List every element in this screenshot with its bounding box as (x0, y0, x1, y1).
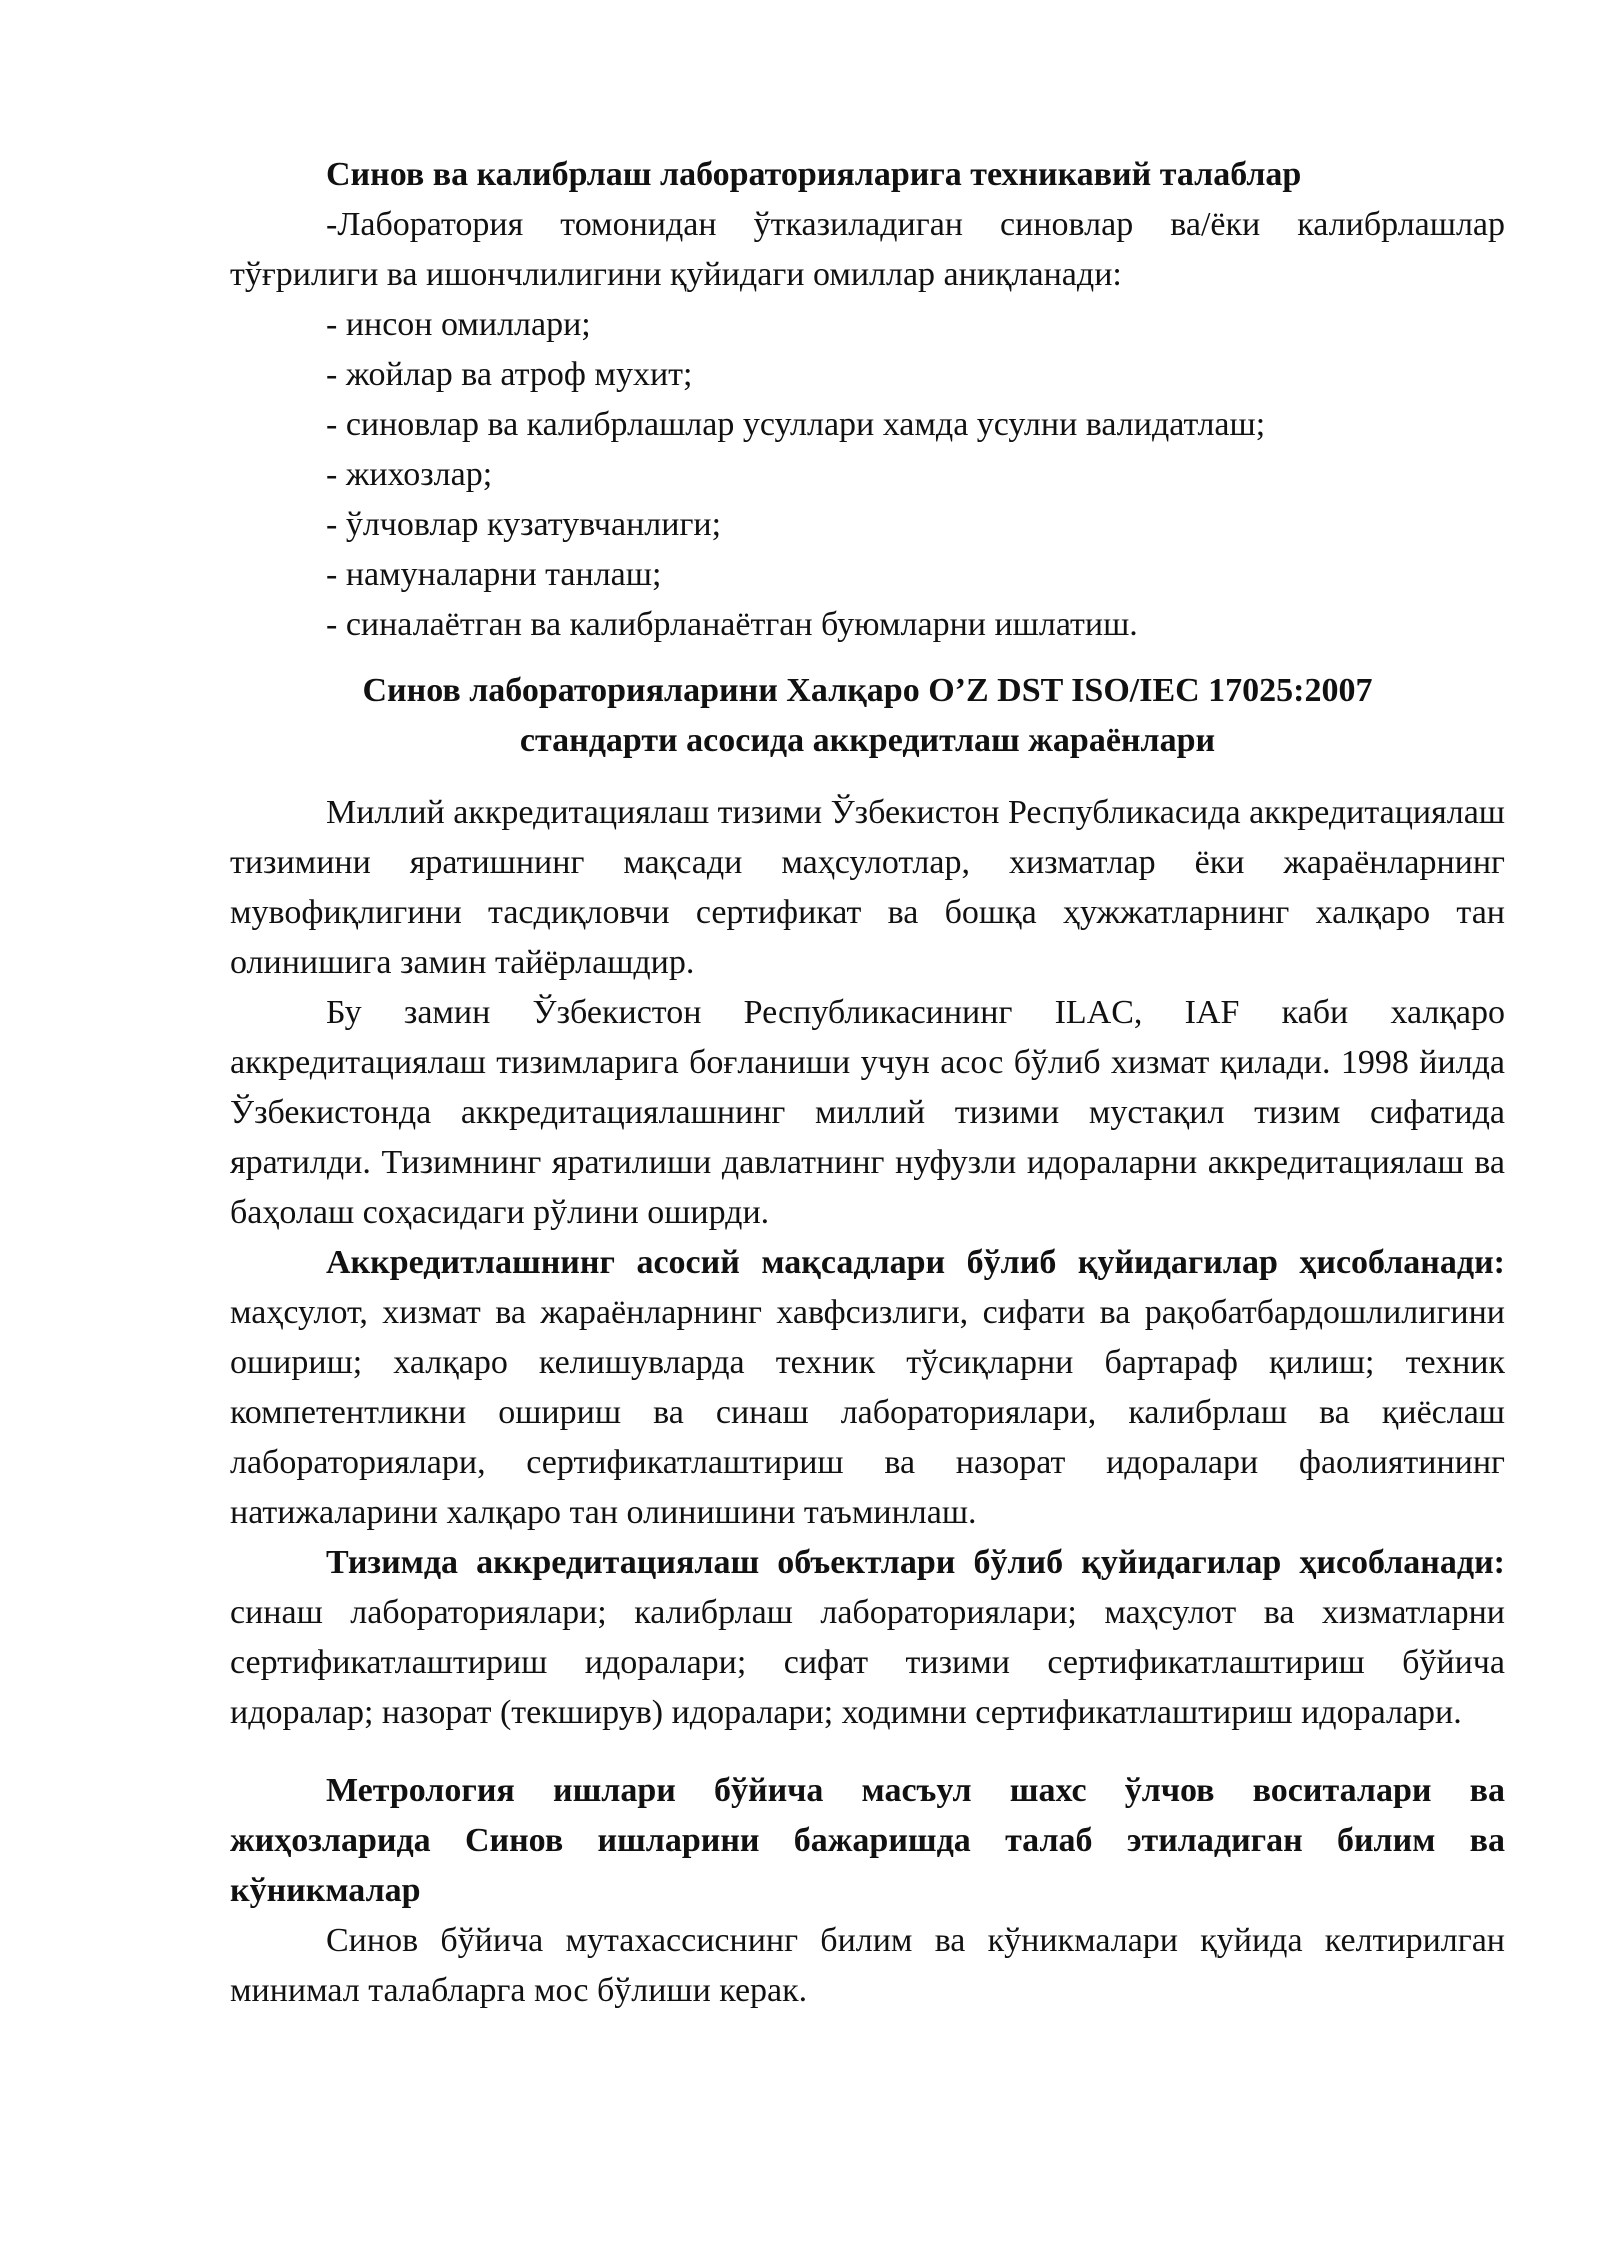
list-item: - синалаётган ва калибрланаётган буюмларни ишлатиш. (326, 606, 1138, 643)
section2-paragraph-2: Бу замин Ўзбекистон Республикасининг ILAC, IAF каби халқаро аккредитациялаш тизимларига боғланиши учун асос бўлиб хизмат қилади. 1998 йилда Ўзбекистонда аккредитациялашнинг миллий тизими мустақил тизим сифатида яратилди. Тизимнинг яратилиши давлатнинг нуфузли идораларни аккредитациялаш ва баҳолаш соҳасидаги рўлини оширди. (230, 994, 1505, 1231)
goals-lead: Аккредитлашнинг асосий мақсадлари бўлиб қуйидагилар ҳисобланади: (326, 1244, 1505, 1281)
section1-heading: Синов ва калибрлаш лабораторияларига техникавий талаблар (326, 156, 1302, 193)
section3-paragraph-1: Синов бўйича мутахассиснинг билим ва кўникмалари қуйида келтирилган минимал талабларга мос бўлиши керак. (230, 1922, 1505, 2009)
objects-text: синаш лабораториялари; калибрлаш лабораториялари; маҳсулот ва хизматларни сертификатлаштириш идоралари; сифат тизими сертификатлаштириш бўйича идоралар; назорат (текширув) идоралари; ходимни сертификатлаштириш идоралари. (230, 1594, 1505, 1731)
goals-text: маҳсулот, хизмат ва жараёнларнинг хавфсизлиги, сифати ва рақобатбардошлилигини ошириш; халқаро келишувларда техник тўсиқларни бартараф қилиш; техник компетентликни ошириш ва синаш лабораториялари, калибрлаш ва қиёслаш лабораториялари, сертификатлаштириш ва назорат идоралари фаолиятининг натижаларини халқаро тан олинишини таъминлаш. (230, 1294, 1505, 1531)
section2-paragraph-3 (230, 1238, 1505, 1538)
section2-paragraph-4 (230, 1538, 1505, 1738)
objects-lead: Тизимда аккредитациялаш объектлари бўлиб қуйидагилар ҳисобланади: (326, 1544, 1505, 1581)
document-page (230, 150, 1505, 2016)
list-item: - намуналарни танлаш; (326, 556, 662, 593)
section2-heading (230, 666, 1505, 766)
section2-heading-line1: Синов лабораторияларини Халқаро O’Z DST ISO/IEC 17025:2007 (362, 672, 1373, 709)
section2-heading-line2: стандарти асосида аккредитлаш жараёнлари (519, 722, 1216, 759)
section1-intro: -Лаборатория томонидан ўтказиладиган синовлар ва/ёки калибрлашлар тўғрилиги ва ишончлилигини қуйидаги омиллар аниқланади: (230, 206, 1505, 293)
list-item: - жихозлар; (326, 456, 493, 493)
list-item: - ўлчовлар кузатувчанлиги; (326, 506, 722, 543)
section2-paragraph-1: Миллий аккредитациялаш тизими Ўзбекистон Республикасида аккредитациялаш тизимини яратишнинг мақсади маҳсулотлар, хизматлар ёки жараёнларнинг мувофиқлигини тасдиқловчи сертификат ва бошқа ҳужжатларнинг халқаро тан олинишига замин тайёрлашдир. (230, 794, 1505, 981)
factors-list (230, 300, 1505, 650)
list-item: - синовлар ва калибрлашлар усуллари хамда усулни валидатлаш; (326, 406, 1266, 443)
section3-heading: Метрология ишлари бўйича масъул шахс ўлчов воситалари ва жиҳозларида Синов ишларини бажаришда талаб этиладиган билим ва кўникмалар (230, 1772, 1505, 1909)
list-item: - инсон омиллари; (326, 306, 591, 343)
list-item: - жойлар ва атроф мухит; (326, 356, 693, 393)
